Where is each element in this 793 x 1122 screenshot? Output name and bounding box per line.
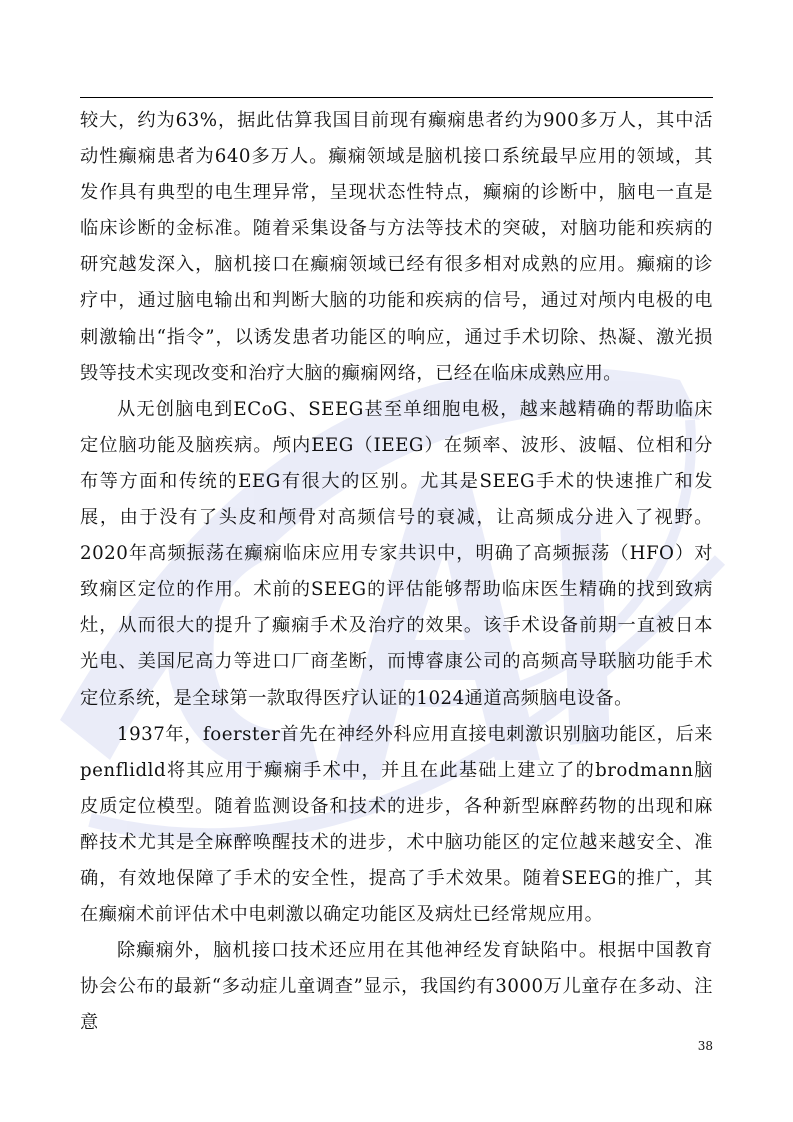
- header-rule: [80, 97, 713, 98]
- paragraph-1: 较大，约为63%，据此估算我国目前现有癫痫患者约为900多万人，其中活动性癫痫患者为640多万人。癫痫领域是脑机接口系统最早应用的领域，其发作具有典型的电生理异常，呈现状态性特点，癫痫的诊断中，脑电一直是临床诊断的金标准。随着采集设备与方法等技术的突破，对脑功能和疾病的研究越发深入，脑机接口在癫痫领域已经有很多相对成熟的应用。癫痫的诊疗中，通过脑电输出和判断大脑的功能和疾病的信号，通过对颅内电极的电刺激输出“指令”，以诱发患者功能区的响应，通过手术切除、热凝、激光损毁等技术实现改变和治疗大脑的癫痫网络，已经在临床成熟应用。: [80, 110, 713, 384]
- page-number: 38: [697, 1039, 713, 1053]
- paragraph-2: 从无创脑电到ECoG、SEEG甚至单细胞电极，越来越精确的帮助临床定位脑功能及脑疾病。颅内EEG（IEEG）在频率、波形、波幅、位相和分布等方面和传统的EEG有很大的区别。尤其是SEEG手术的快速推广和发展，由于没有了头皮和颅骨对高频信号的衰减，让高频成分进入了视野。2020年高频振荡在癫痫临床应用专家共识中，明确了高频振荡（HFO）对致痫区定位的作用。术前的SEEG的评估能够帮助临床医生精确的找到致病灶，从而很大的提升了癫痫手术及治疗的效果。该手术设备前期一直被日本光电、美国尼高力等进口厂商垄断，而博睿康公司的高频高导联脑功能手术定位系统，是全球第一款取得医疗认证的1024通道高频脑电设备。: [80, 398, 713, 709]
- paragraph-3: 1937年，foerster首先在神经外科应用直接电刺激识别脑功能区，后来penflidld将其应用于癫痫手术中，并且在此基础上建立了的brodmann脑皮质定位模型。随着监测设备和技术的进步，各种新型麻醉药物的出现和麻醉技术尤其是全麻醉唤醒技术的进步，术中脑功能区的定位越来越安全、准确，有效地保障了手术的安全性，提高了手术效果。随着SEEG的推广，其在癫痫术前评估术中电刺激以确定功能区及病灶已经常规应用。: [80, 723, 713, 926]
- paragraph-4: 除癫痫外，脑机接口技术还应用在其他神经发育缺陷中。根据中国教育协会公布的最新“多动症儿童调查”显示，我国约有3000万儿童存在多动、注意: [80, 940, 713, 1034]
- document-body: [80, 103, 713, 1041]
